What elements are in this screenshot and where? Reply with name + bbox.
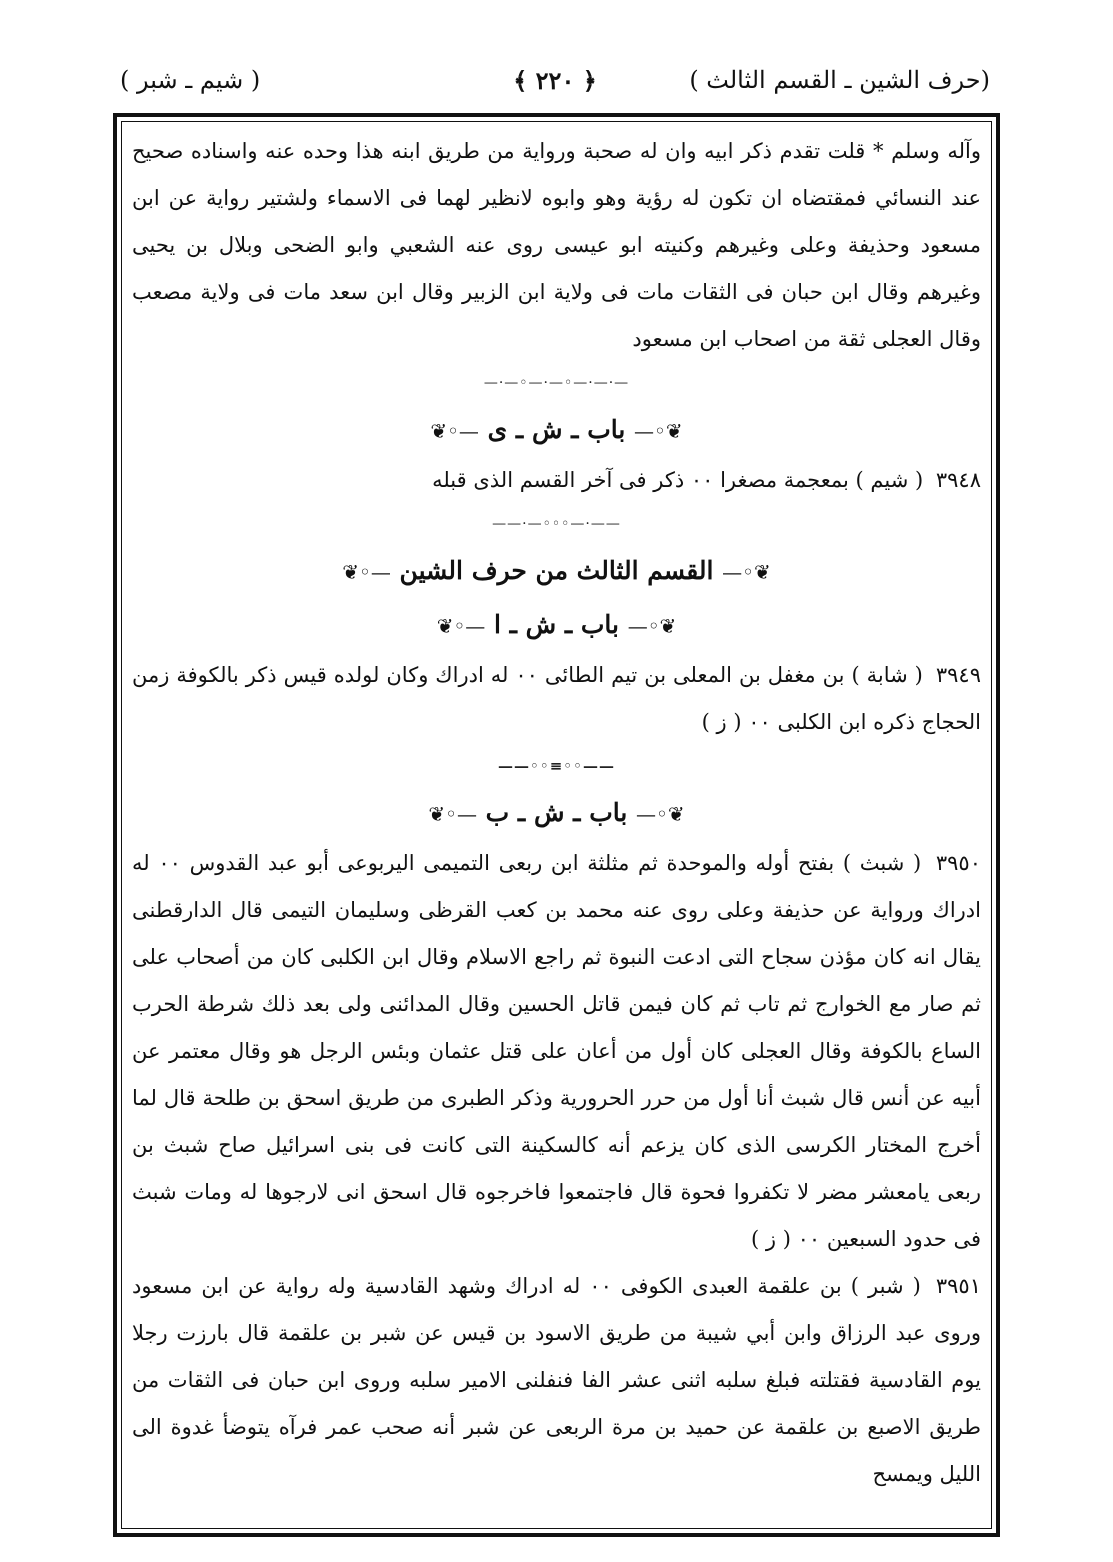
ornament-icon: —◦❦	[430, 419, 479, 443]
entry-number: ٣٩٤٨	[935, 468, 981, 492]
heading-text: باب ـ ش ـ ا	[493, 610, 620, 639]
chapter-heading-bab-shy	[132, 403, 981, 457]
entry-text: ( شبث ) بفتح أوله والموحدة ثم مثلثة ابن ربعى التميمى اليربوعى أبو عبد القدوس ٠٠ له ادراك ورواية عن حذيفة وعلى روى عنه محمد بن كعب القرظى وسليمان التيمى قال الدارقطنى يقال انه كان مؤذن سجاح التى ادعت النبوة ثم راجع الاسلام وقال ابن الكلبى كان من أصحاب على ثم صار مع الخوارج ثم تاب ثم كان فيمن قاتل الحسين وقال المدائنى ولى بعد ذلك شرطة الحرب الساع بالكوفة وقال العجلى كان أول من أعان على قتل عثمان وبئس الرجل هو وقال معتمر عن أبيه عن أنس قال شبث أنا أول من حرر الحرورية وذكر الطبرى من طريق اسحق بن طلحة قال لما أخرج المختار الكرسى الذى كان يزعم أنه كالسكينة التى كانت فى بنى اسرائيل صاح شبث بن ربعى يامعشر مضر لا تكفروا فحوة قال فاجتمعوا فاخرجوه قال اسحق انى لارجوها له ومات شبث فى حدود السبعين ٠٠ ( ز )	[132, 851, 981, 1251]
separator-ornament: —·—·—◦—·—◦—·—	[483, 375, 630, 391]
entry-number: ٣٩٤٩	[935, 663, 981, 687]
chapter-heading-bab-shb	[132, 786, 981, 840]
heading-text: القسم الثالث من حرف الشين	[399, 556, 714, 585]
entry-text: ( شيم ) بمعجمة مصغرا ٠٠ ذكر فى آخر القسم الذى قبله	[432, 468, 924, 492]
heading-text: باب ـ ش ـ ى	[487, 415, 626, 444]
entry-3948	[132, 457, 981, 504]
continued-entry-text: وآله وسلم * قلت تقدم ذكر ابيه وان له صحبة ورواية من طريق ابنه هذا وحده عنه واسناده صحيح عند النسائي فمقتضاه ان تكون له رؤية وهو وابوه لانظير لهما فى الاسماء ولشتير رواية عن ابن مسعود وحذيفة وعلى وغيرهم وكنيته ابو عيسى روى عنه الشعبي وابو الضحى وبلال بن يحيى وغيرهم وقال ابن حبان فى الثقات مات فى ولاية ابن الزبير وقال ابن سعد مات فى ولاية مصعب وقال العجلى ثقة من اصحاب ابن مسعود	[132, 139, 981, 351]
header-entry-range: ( شيم ـ شبر )	[120, 66, 261, 94]
header-chapter-title: (حرف الشين ـ القسم الثالث )	[689, 66, 990, 94]
ornament-icon: ❦◦—	[627, 614, 677, 638]
ornament-icon: —◦❦	[428, 802, 477, 826]
chapter-heading-bab-sha	[132, 598, 981, 652]
separator-ornament: ——◦◦≡◦◦——	[498, 757, 615, 775]
heading-text: باب ـ ش ـ ب	[485, 798, 628, 827]
ornament-icon: —◦❦	[436, 614, 486, 638]
entry-3951	[132, 1263, 981, 1498]
entry-3950	[132, 840, 981, 1263]
page-number: ﴿ ٢٢٠ ﴾	[513, 66, 597, 95]
ornament-icon: ❦◦—	[634, 419, 683, 443]
entry-number: ٣٩٥١	[935, 1274, 981, 1298]
entry-3949	[132, 652, 981, 746]
running-header	[120, 66, 990, 110]
entry-text: ( شبر ) بن علقمة العبدى الكوفى ٠٠ له ادراك وشهد القادسية وله رواية عن ابن مسعود وروى عبد الرزاق وابن أبي شيبة من طريق الاسود بن قيس عن شبر بن علقمة قال بارزت رجلا يوم القادسية فقتلته فبلغ سلبه اثنى عشر الفا فنفلنى الامير سلبه وروى ابن حبان فى الثقات من طريق الاصبع بن علقمة عن حميد بن مرة الربعى عن شبر أنه صحب عمر فرآه يتوضأ غدوة الى الليل ويمسح	[132, 1274, 981, 1486]
page-body	[132, 128, 981, 1498]
separator-ornament: ——·—◦◦◦—·——	[492, 516, 621, 532]
entry-number: ٣٩٥٠	[935, 851, 981, 875]
ornament-icon: ❦◦—	[722, 560, 771, 584]
ornament-icon: —◦❦	[342, 560, 391, 584]
entry-text: ( شابة ) بن مغفل بن المعلى بن تيم الطائى ٠٠ له ادراك وكان لولده قيس ذكر بالكوفة زمن الحجاج ذكره ابن الكلبى ٠٠ ( ز )	[132, 663, 981, 734]
ornament-icon: ❦◦—	[636, 802, 685, 826]
section-heading-qism	[132, 544, 981, 598]
